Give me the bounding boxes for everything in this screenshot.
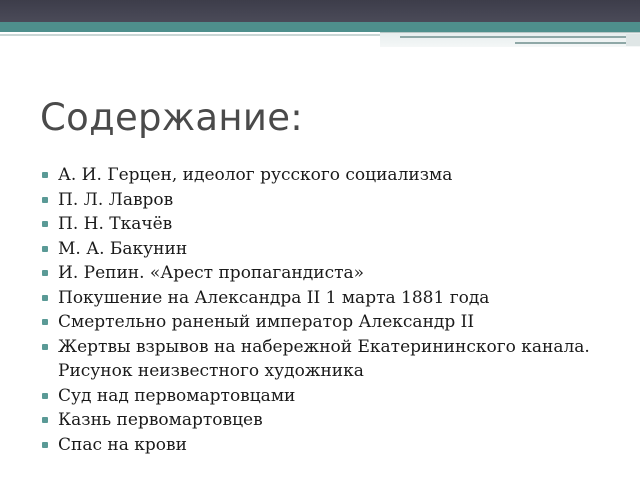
header-accent-stripe	[515, 42, 627, 44]
list-item-text: Казнь первомартовцев	[58, 410, 263, 430]
list-item	[40, 384, 620, 409]
header-divider-line	[0, 34, 380, 36]
bullet-icon	[42, 221, 48, 227]
list-item	[40, 310, 620, 335]
list-item	[40, 188, 620, 213]
bullet-icon	[42, 417, 48, 423]
bullet-icon	[42, 393, 48, 399]
list-item-text: П. Л. Лавров	[58, 189, 174, 210]
list-item	[40, 212, 620, 237]
list-item-text: М. А. Бакунин	[58, 238, 188, 259]
list-item-text: Покушение на Александра II 1 марта 1881 года	[58, 287, 490, 308]
list-item-text: И. Репин. «Арест пропагандиста»	[58, 263, 365, 283]
list-item	[40, 286, 620, 311]
bullet-icon	[42, 197, 48, 203]
list-item	[40, 261, 620, 286]
header-corner-mark	[626, 34, 640, 46]
header-accent-stripe	[400, 36, 626, 38]
header-teal-band	[0, 22, 640, 32]
list-item	[40, 433, 620, 458]
bullet-icon	[42, 319, 48, 325]
list-item	[40, 237, 620, 262]
bullet-icon	[42, 246, 48, 252]
list-item	[40, 335, 620, 384]
contents-list	[40, 163, 620, 457]
list-item	[40, 408, 620, 433]
list-item-text: Смертельно раненый император Александр II	[58, 312, 475, 332]
list-item-text: Жертвы взрывов на набережной Екатерининского канала. Рисунок неизвестного художника	[58, 336, 590, 381]
header-dark-band	[0, 0, 640, 22]
bullet-icon	[42, 442, 48, 448]
bullet-icon	[42, 295, 48, 301]
slide-title: Содержание:	[40, 96, 304, 139]
list-item-text: П. Н. Ткачёв	[58, 214, 173, 234]
header-accent-block	[380, 32, 640, 47]
bullet-icon	[42, 270, 48, 276]
list-item	[40, 163, 620, 188]
list-item-text: Суд над первомартовцами	[58, 385, 296, 406]
bullet-icon	[42, 172, 48, 178]
list-item-text: А. И. Герцен, идеолог русского социализма	[58, 165, 453, 185]
list-item-text: Спас на крови	[58, 434, 187, 455]
bullet-icon	[42, 344, 48, 350]
